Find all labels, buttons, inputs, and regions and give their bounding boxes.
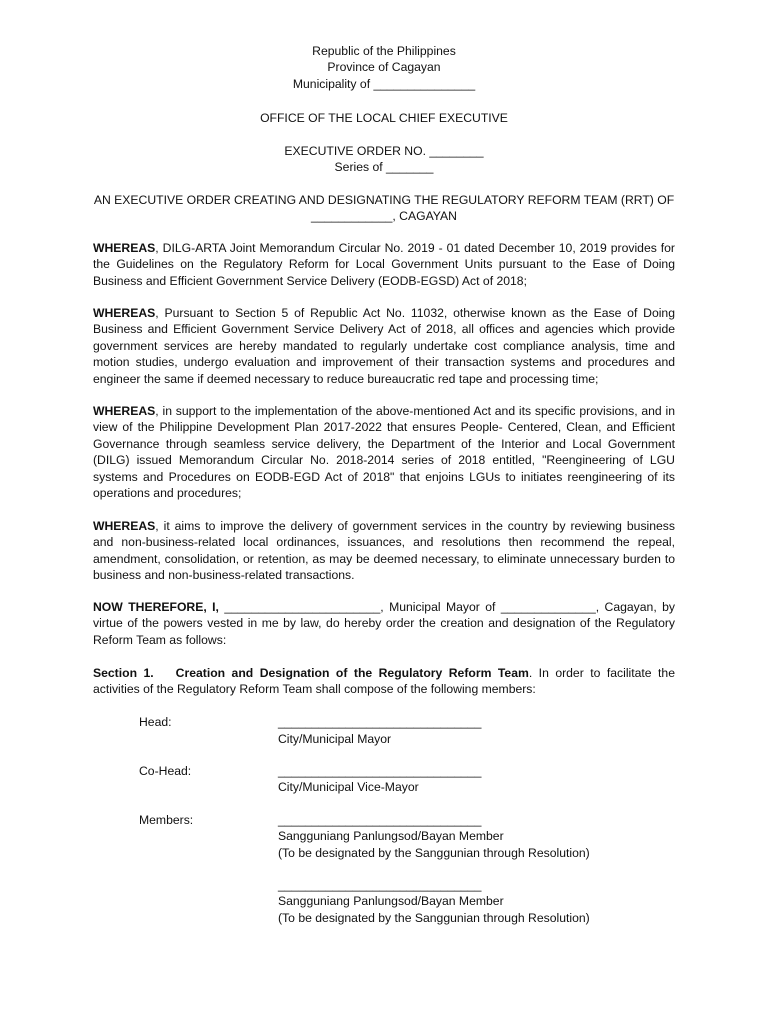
order-title-line1: AN EXECUTIVE ORDER CREATING AND DESIGNATING THE REGULATORY REFORM TEAM (RRT) OF (93, 193, 675, 207)
member-note-member-2: (To be designated by the Sanggunian through Resolution) (278, 911, 590, 925)
whereas-lead: WHEREAS (93, 306, 156, 320)
member-title-member-2: Sangguniang Panlungsod/Bayan Member (278, 894, 504, 908)
member-note-member-1: (To be designated by the Sanggunian through Resolution) (278, 846, 590, 860)
office-title: OFFICE OF THE LOCAL CHIEF EXECUTIVE (260, 111, 508, 125)
whereas-clause-4 (93, 518, 675, 584)
signature-line-head: ______________________________ (278, 715, 482, 729)
member-title-member-1: Sangguniang Panlungsod/Bayan Member (278, 829, 504, 843)
whereas-clause-1 (93, 240, 675, 289)
member-role-members: Members: (139, 813, 194, 827)
order-title-line2: ____________, CAGAYAN (311, 209, 457, 223)
whereas-text: , it aims to improve the delivery of government services in the country by reviewing business and non-business-related local ordinances, issuances, and resolutions then recommend the repeal, amendment, consolidation, or retention, as may be deemed necessary, to eliminate unnecessary burden to business and non-business-related transactions. (93, 519, 675, 583)
executive-order-number: EXECUTIVE ORDER NO. ________ (284, 144, 484, 158)
member-title-head: City/Municipal Mayor (278, 732, 392, 746)
whereas-lead: WHEREAS (93, 241, 156, 255)
whereas-text: , DILG-ARTA Joint Memorandum Circular No. 2019 - 01 dated December 10, 2019 provides for the Guidelines on the Regulatory Reform for Local Government Units pursuant to the Ease of Doing Business and Efficient Government Service Delivery (EODB-EGSD) Act of 2018; (93, 241, 675, 288)
whereas-text: , in support to the implementation of the above-mentioned Act and its specific provisions, and in view of the Philippine Development Plan 2017-2022 that ensures People- Centered, Clean, and Efficient Governance through seamless service delivery, the Department of the Interior and Local Government (DILG) issued Memorandum Circular No. 2018-2014 series of 2018 entitled, "Reengineering of LGU systems and Procedures on EODB-EGD Act of 2018" that enjoins LGUs to initiates reengineering of its operations and procedures; (93, 404, 675, 501)
whereas-lead: WHEREAS (93, 404, 156, 418)
series-line: Series of _______ (334, 160, 434, 174)
now-therefore-clause (93, 599, 675, 648)
whereas-text: , Pursuant to Section 5 of Republic Act No. 11032, otherwise known as the Ease of Doing Business and Efficient Government Service Delivery Act of 2018, all offices and agencies which provide government services are hereby mandated to regularly undertake cost compliance analysis, time and motion studies, undergo evaluation and improvement of their transaction systems and procedures and engineer the same if deemed necessary to reduce bureaucratic red tape and processing time; (93, 306, 675, 386)
section-heading: Creation and Designation of the Regulatory Reform Team (175, 666, 529, 680)
member-role-head: Head: (139, 715, 172, 729)
section-text: . In order to facilitate the activities of the Regulatory Reform Team shall compose of the following members: (93, 666, 675, 697)
municipality-line: Municipality of _______________ (292, 77, 476, 91)
province-line: Province of Cagayan (327, 60, 441, 74)
whereas-lead: WHEREAS (93, 519, 156, 533)
section-number: Section 1. (93, 666, 154, 680)
whereas-clause-3 (93, 403, 675, 501)
member-title-cohead: City/Municipal Vice-Mayor (278, 780, 419, 794)
member-role-cohead: Co-Head: (139, 764, 192, 778)
whereas-clause-2 (93, 305, 675, 387)
now-therefore-text: _______________________, Municipal Mayor of ______________, Cagayan, by virtue of the powers vested in me by law, do hereby order the creation and designation of the Regulatory Reform Team as follows: (93, 600, 675, 647)
now-therefore-lead: NOW THEREFORE, I, (93, 600, 219, 614)
signature-line-cohead: ______________________________ (278, 764, 482, 778)
signature-line-member-1: ______________________________ (278, 813, 482, 827)
signature-line-member-2: ______________________________ (278, 878, 482, 892)
republic-line: Republic of the Philippines (312, 44, 456, 58)
section-1 (93, 665, 675, 698)
